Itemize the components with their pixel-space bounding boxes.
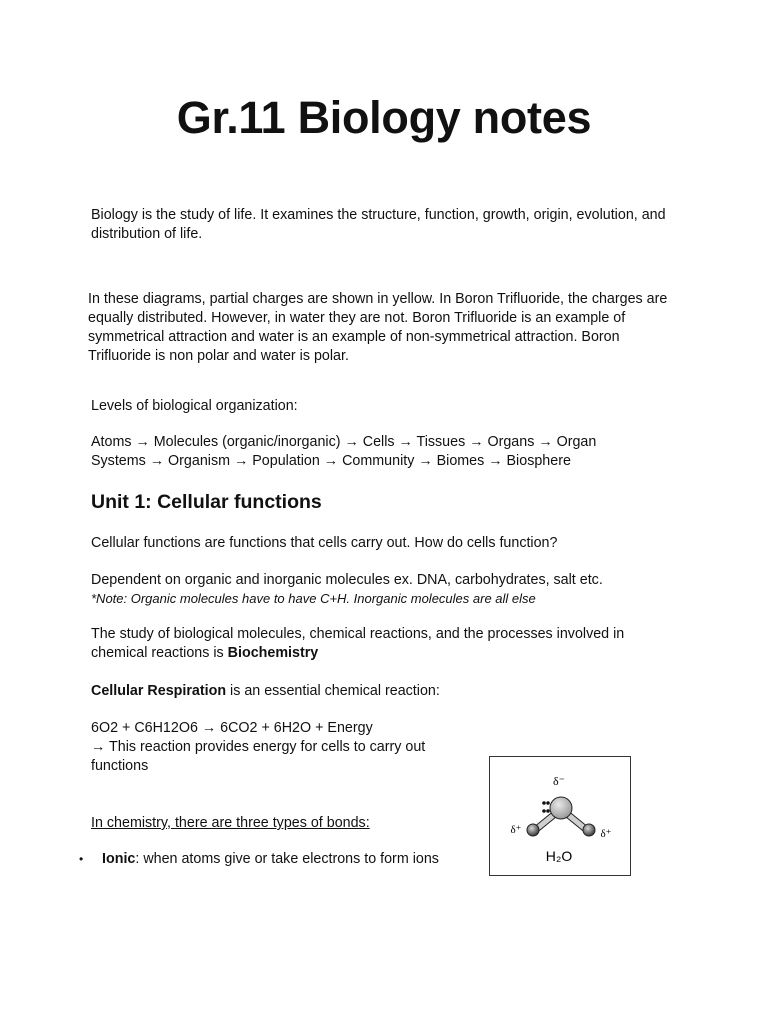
intro-paragraph: Biology is the study of life. It examines the structure, function, growth, origin, evolution, and distribution of life. — [91, 207, 666, 242]
lone-pair-dot — [542, 801, 546, 805]
biochemistry-paragraph — [91, 625, 671, 663]
hydrogen-atom-left — [527, 824, 539, 836]
respiration-paragraph — [91, 682, 651, 701]
lone-pair-dot — [542, 809, 546, 813]
page-title: Gr.11 Biology notes — [176, 92, 592, 143]
partial-charges-paragraph: In these diagrams, partial charges are shown in yellow. In Boron Trifluoride, the charges are equally distributed. However, in water they are not. Boron Trifluoride is an example of symmetrical attraction and water is an example of non-symmetrical attraction. Boron Trifluoride is non polar and water is polar. — [88, 291, 668, 364]
oxygen-atom — [550, 797, 572, 819]
lone-pair-dot — [546, 801, 550, 805]
cellular-functions-text: Cellular functions are functions that cells carry out. How do cells function? — [91, 535, 558, 551]
respiration-text: is an essential chemical reaction: — [226, 683, 440, 699]
biochemistry-text: The study of biological molecules, chemical reactions, and the processes involved in chemical reactions is — [91, 626, 625, 661]
respiration-term: Cellular Respiration — [91, 683, 227, 699]
ionic-term: Ionic — [102, 851, 136, 867]
respiration-equation: 6O2 + C6H12O6 → 6CO2 + 6H2O + Energy — [91, 720, 373, 736]
water-molecule-figure — [489, 756, 631, 876]
lone-pair-dot — [546, 809, 550, 813]
water-formula-label: H₂O — [545, 848, 573, 864]
levels-heading: Levels of biological organization: — [91, 398, 298, 414]
ionic-text: : when atoms give or take electrons to form ions — [135, 851, 439, 867]
delta-minus-label: δ⁻ — [553, 774, 565, 788]
organic-note: *Note: Organic molecules have to have C+H. Inorganic molecules are all else — [91, 591, 536, 606]
unit-heading: Unit 1: Cellular functions — [91, 491, 322, 513]
hydrogen-atom-right — [583, 824, 595, 836]
dependent-text: Dependent on organic and inorganic molecules ex. DNA, carbohydrates, salt etc. — [91, 572, 603, 588]
biochemistry-term: Biochemistry — [227, 645, 319, 661]
levels-chain: Atoms → Molecules (organic/inorganic) → Cells → Tissues → Organs → Organ Systems → Organism → Population → Community → Biomes → Biosphere — [91, 434, 597, 469]
bonds-heading: In chemistry, there are three types of bonds: — [91, 815, 370, 831]
delta-plus-left-label: δ⁺ — [510, 824, 522, 836]
ionic-bullet — [102, 850, 482, 869]
water-molecule-diagram — [490, 757, 630, 875]
delta-plus-right-label: δ⁺ — [600, 828, 612, 840]
bullet-icon: • — [79, 852, 84, 866]
equation-note: → This reaction provides energy for cells to carry out functions — [91, 739, 426, 774]
